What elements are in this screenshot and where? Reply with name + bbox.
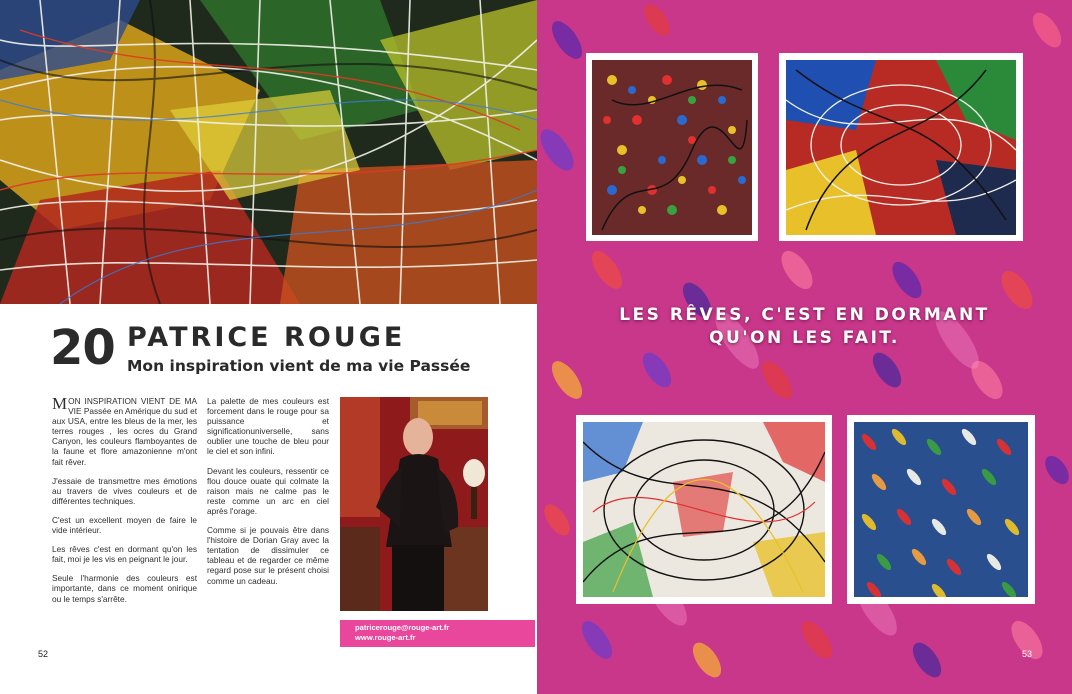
gallery-painting-2 xyxy=(779,53,1023,241)
artist-name-heading: PATRICE ROUGE xyxy=(127,322,406,353)
page-number-right: 53 xyxy=(1022,649,1033,659)
text-column-2 xyxy=(207,396,329,595)
gallery-painting-1 xyxy=(586,53,758,241)
dropcap-letter: M xyxy=(52,394,68,413)
pull-quote-line-1: LES RÊVES, C'EST EN DORMANT xyxy=(619,305,990,325)
pull-quote xyxy=(577,304,1032,350)
right-page xyxy=(537,0,1072,694)
page-number-left: 52 xyxy=(38,649,49,659)
contact-box xyxy=(340,620,535,647)
article-number: 20 xyxy=(50,320,115,376)
text-column-1 xyxy=(52,396,197,613)
hero-painting-image xyxy=(0,0,537,304)
gallery-painting-3 xyxy=(576,415,832,604)
artist-portrait-photo xyxy=(340,397,488,611)
paragraph-intro xyxy=(52,396,197,467)
gallery-painting-4 xyxy=(847,415,1035,604)
paragraph: Devant les couleurs, ressentir ce flou douce ouate qui colmate la raison mais ne calme pas le reste comme un arc en ciel après l'orage. xyxy=(207,465,329,516)
article-subtitle: Mon inspiration vient de ma vie Passée xyxy=(127,357,471,375)
paragraph: C'est un excellent moyen de faire le vide intérieur. xyxy=(52,514,197,536)
paragraph: La palette de mes couleurs est forcement dans le rouge pour sa puissance et significationuniverselle, sans oublier une touche de bleu pour le ciel et son infini. xyxy=(207,396,329,457)
paragraph: Les rêves c'est en dormant qu'on les fait, moi je les vis en peignant le jour. xyxy=(52,544,197,565)
contact-website-link[interactable]: www.rouge-art.fr xyxy=(355,633,416,642)
paragraph: J'essaie de transmettre mes émotions au travers de vives couleurs et de différentes techniques. xyxy=(52,475,197,506)
paragraph: Seule l'harmonie des couleurs est importante, dans ce moment onirique ou le temps s'arrête. xyxy=(52,573,197,604)
paragraph-intro-text: ON INSPIRATION VIENT DE MA VIE Passée en Amérique du sud et aux USA, entre les bleus de la mer, les terres rouges , les ocres du Grand Canyon, les couleurs flamboyantes de la faune et flore amazonienne m'ont fait rêver. xyxy=(52,396,197,467)
pull-quote-line-2: QU'ON LES FAIT. xyxy=(709,328,900,348)
contact-email-link[interactable]: patricerouge@rouge-art.fr xyxy=(355,623,450,632)
paragraph: Comme si je pouvais être dans l'histoire de Dorian Gray avec la tentation de dissimuler ce tableau et de regarder ce même regard pose sur le présent choisi comme un cadeau. xyxy=(207,525,329,586)
